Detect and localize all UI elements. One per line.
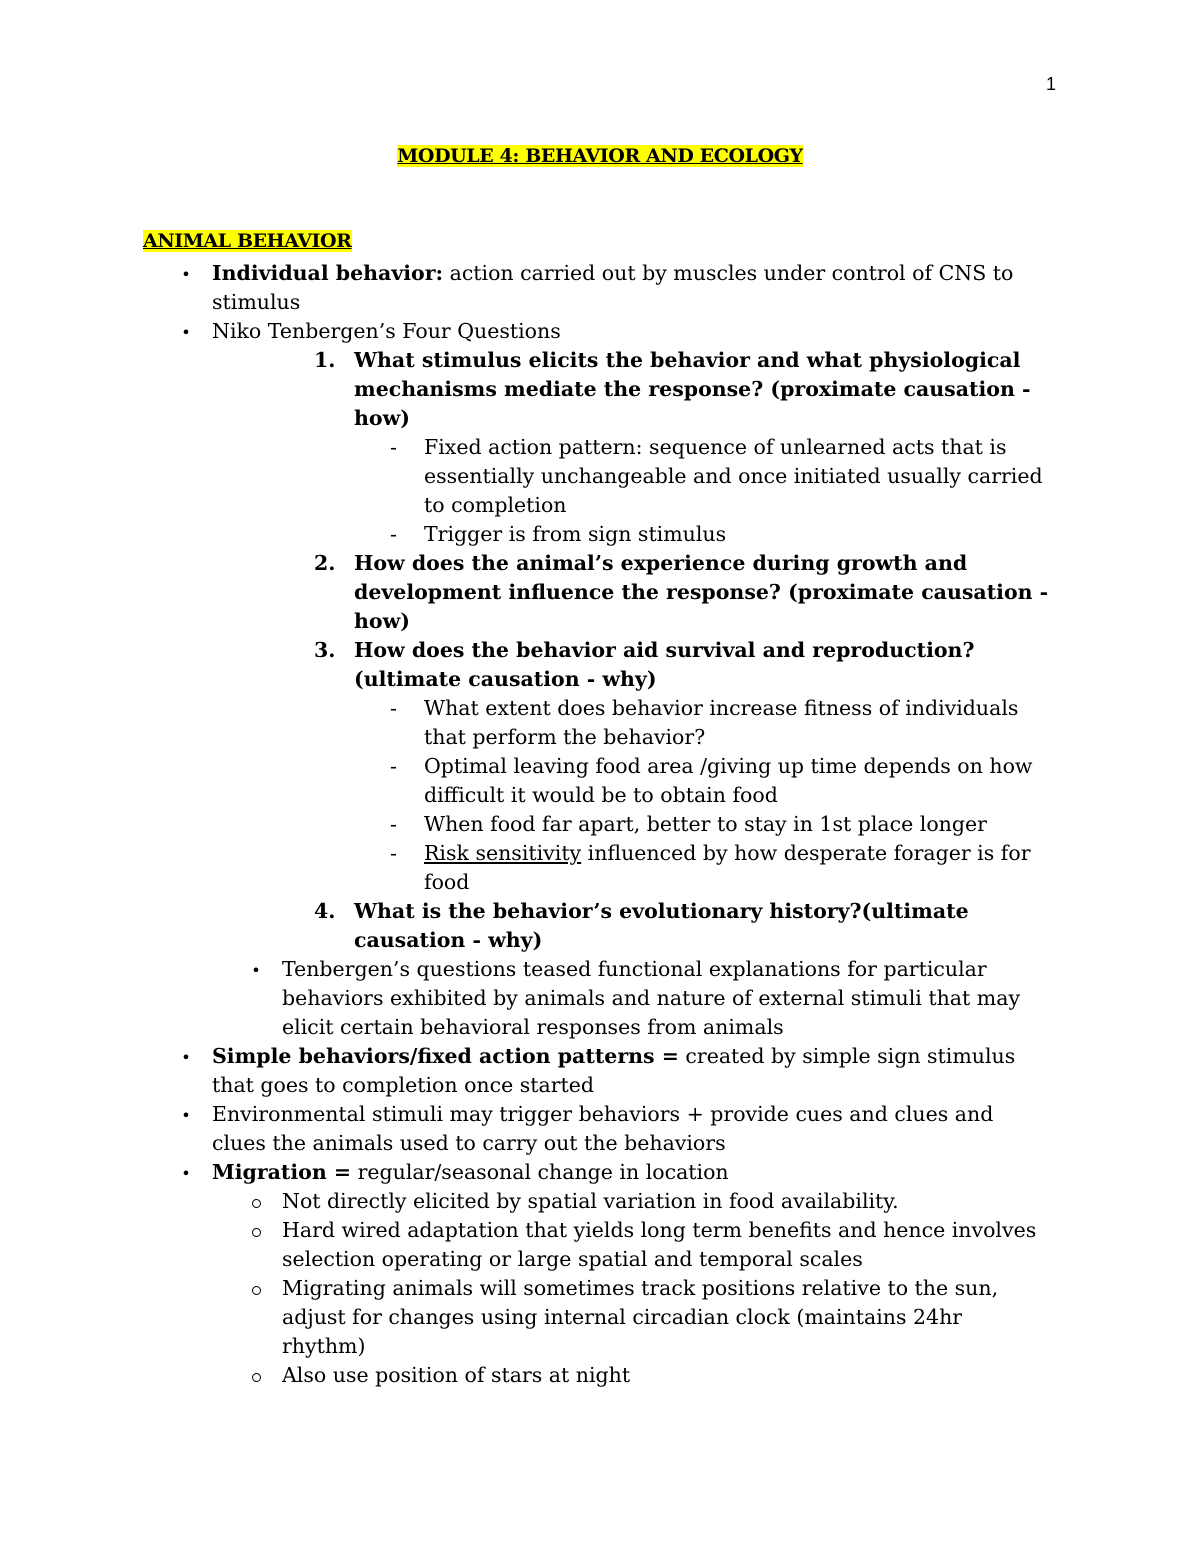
dash-marker: - [390, 435, 397, 459]
question-3-point-2 [390, 752, 1052, 810]
term: Individual behavior: [212, 261, 444, 285]
bullet-icon [176, 317, 196, 347]
underlined-term: Risk sensitivity [424, 841, 582, 865]
bullet-icon [176, 1100, 196, 1130]
module-title-text: MODULE 4: BEHAVIOR AND ECOLOGY [397, 145, 803, 167]
bullet-environmental-stimuli [212, 1100, 1052, 1158]
point-text: Not directly elicited by spatial variation in food availability. [282, 1189, 899, 1213]
section-heading [143, 227, 352, 256]
circle-bullet-icon [246, 1216, 266, 1245]
list-number: 3. [314, 638, 336, 662]
bullet-icon [246, 955, 266, 985]
migration-point-1 [282, 1187, 1052, 1216]
question-text: How does the animal’s experience during growth and development influence the response? (proximate causation - how) [354, 551, 1049, 633]
question-text: What stimulus elicits the behavior and what physiological mechanisms mediate the response? (proximate causation - how) [354, 348, 1031, 430]
question-1-point-2 [390, 520, 1052, 549]
module-title [0, 142, 1200, 171]
section-heading-text: ANIMAL BEHAVIOR [143, 230, 352, 252]
question-3-point-3 [390, 810, 1052, 839]
migration-point-4 [282, 1361, 1052, 1390]
point-text: Fixed action pattern: sequence of unlearned acts that is essentially unchangeable and once initiated usually carried to completion [424, 435, 1043, 517]
definition: created by simple sign stimulus that goes to completion once started [212, 1044, 1016, 1097]
bullet-individual-behavior [212, 259, 1052, 317]
point-text: Optimal leaving food area /giving up time depends on how difficult it would be to obtain food [424, 754, 1033, 807]
migration-point-2 [282, 1216, 1052, 1274]
point-text: When food far apart, better to stay in 1st place longer [424, 812, 987, 836]
dash-marker: - [390, 696, 397, 720]
term: Simple behaviors/fixed action patterns = [212, 1044, 679, 1068]
question-3 [314, 636, 1052, 694]
circle-bullet-icon [246, 1361, 266, 1390]
definition: regular/seasonal change in location [351, 1160, 729, 1184]
point-text: Trigger is from sign stimulus [424, 522, 727, 546]
circle-bullet-icon [246, 1274, 266, 1303]
notes-body [0, 259, 1200, 1390]
question-1 [314, 346, 1052, 433]
bullet-icon [176, 259, 196, 289]
question-text: What is the behavior’s evolutionary history?(ultimate causation - why) [354, 899, 969, 952]
bullet-four-questions [212, 317, 1052, 346]
question-3-point-4 [390, 839, 1052, 897]
question-4 [314, 897, 1052, 955]
bullet-icon [176, 1042, 196, 1072]
bullet-tenbergen-questions [282, 955, 1052, 1042]
list-number: 2. [314, 551, 336, 575]
point-text: What extent does behavior increase fitness of individuals that perform the behavior? [424, 696, 1019, 749]
question-2 [314, 549, 1052, 636]
point-text: Migrating animals will sometimes track positions relative to the sun, adjust for changes using internal circadian clock (maintains 24hr rhythm) [282, 1276, 999, 1358]
point-text: influenced by how desperate forager is for food [424, 841, 1031, 894]
definition: action carried out by muscles under control of CNS to stimulus [212, 261, 1014, 314]
dash-marker: - [390, 522, 397, 546]
page-number: 1 [1045, 74, 1056, 94]
dash-marker: - [390, 841, 397, 865]
dash-marker: - [390, 812, 397, 836]
question-1-point-1 [390, 433, 1052, 520]
point-text: Hard wired adaptation that yields long term benefits and hence involves selection operating or large spatial and temporal scales [282, 1218, 1037, 1271]
list-number: 4. [314, 899, 336, 923]
bullet-icon [176, 1158, 196, 1188]
bullet-migration [212, 1158, 1052, 1187]
term: Migration = [212, 1160, 352, 1184]
list-number: 1. [314, 348, 336, 372]
bullet-simple-behaviors [212, 1042, 1052, 1100]
bullet-text: Niko Tenbergen’s Four Questions [212, 319, 561, 343]
question-text: How does the behavior aid survival and reproduction? (ultimate causation - why) [354, 638, 975, 691]
point-text: Also use position of stars at night [282, 1363, 631, 1387]
question-3-point-1 [390, 694, 1052, 752]
circle-bullet-icon [246, 1187, 266, 1216]
bullet-text: Tenbergen’s questions teased functional explanations for particular behaviors exhibited by animals and nature of external stimuli that may elicit certain behavioral responses from animals [282, 957, 1021, 1039]
dash-marker: - [390, 754, 397, 778]
bullet-text: Environmental stimuli may trigger behaviors + provide cues and clues and clues the animals used to carry out the behaviors [212, 1102, 994, 1155]
migration-point-3 [282, 1274, 1052, 1361]
